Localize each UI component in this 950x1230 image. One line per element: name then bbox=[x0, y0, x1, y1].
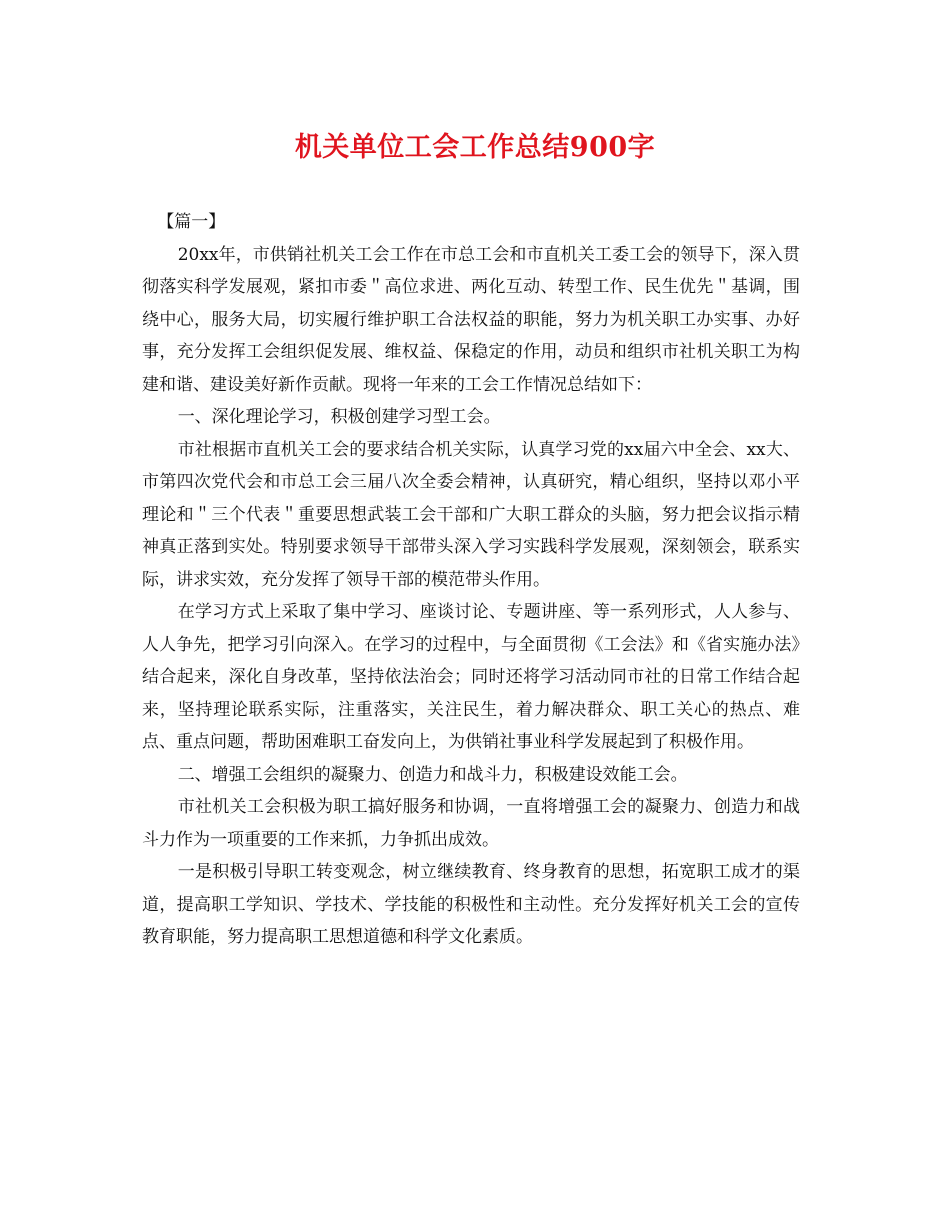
paragraph-service: 市社机关工会积极为职工搞好服务和协调，一直将增强工会的凝聚力、创造力和战斗力作为一项重要的工作来抓，力争抓出成效。 bbox=[142, 797, 800, 850]
paragraph-intro: 20xx年，市供销社机关工会工作在市总工会和市直机关工委工会的领导下，深入贯彻落实科学发展观，紧扣市委＂高位求进、两化互动、转型工作、民生优先＂基调，围绕中心，服务大局，切实履行维护职工合法权益的职能，努力为机关职工办实事、办好事，充分发挥工会组织促发展、维权益、保稳定的作用，动员和组织市社机关职工为构建和谐、建设美好新作贡献。现将一年来的工会工作情况总结如下： bbox=[142, 244, 800, 395]
heading-part-one: 一、深化理论学习，积极创建学习型工会。 bbox=[177, 407, 501, 427]
paragraph-study-methods: 在学习方式上采取了集中学习、座谈讨论、专题讲座、等一系列形式，人人参与、人人争先，把学习引向深入。在学习的过程中，与全面贯彻《工会法》和《省实施办法》结合起来，深化自身改革，坚持依法治会；同时还将学习活动同市社的日常工作结合起来，坚持理论联系实际，注重落实，关注民生，着力解决群众、职工关心的热点、难点、重点问题，帮助困难职工奋发向上，为供销社事业科学发展起到了积极作用。 bbox=[142, 602, 800, 752]
document-body bbox=[142, 206, 800, 954]
paragraph-study-content: 市社根据市直机关工会的要求结合机关实际，认真学习党的xx届六中全会、xx大、市第四次党代会和市总工会三届八次全委会精神，认真研究，精心组织，坚持以邓小平理论和＂三个代表＂重要思想武装工会干部和广大职工群众的头脑，努力把会议指示精神真正落到实处。特别要求领导干部带头深入学习实践科学发展观，深刻领会，联系实际，讲求实效，充分发挥了领导干部的模范带头作用。 bbox=[142, 439, 800, 590]
paragraph-point-one: 一是积极引导职工转变观念，树立继续教育、终身教育的思想，拓宽职工成才的渠道，提高职工学知识、学技术、学技能的积极性和主动性。充分发挥好机关工会的宣传教育职能，努力提高职工思想道德和科学文化素质。 bbox=[142, 862, 800, 947]
heading-part-two: 二、增强工会组织的凝聚力、创造力和战斗力，积极建设效能工会。 bbox=[177, 764, 688, 785]
document-title: 机关单位工会工作总结900字 bbox=[294, 132, 656, 163]
section-label: 【篇一】 bbox=[157, 212, 226, 232]
